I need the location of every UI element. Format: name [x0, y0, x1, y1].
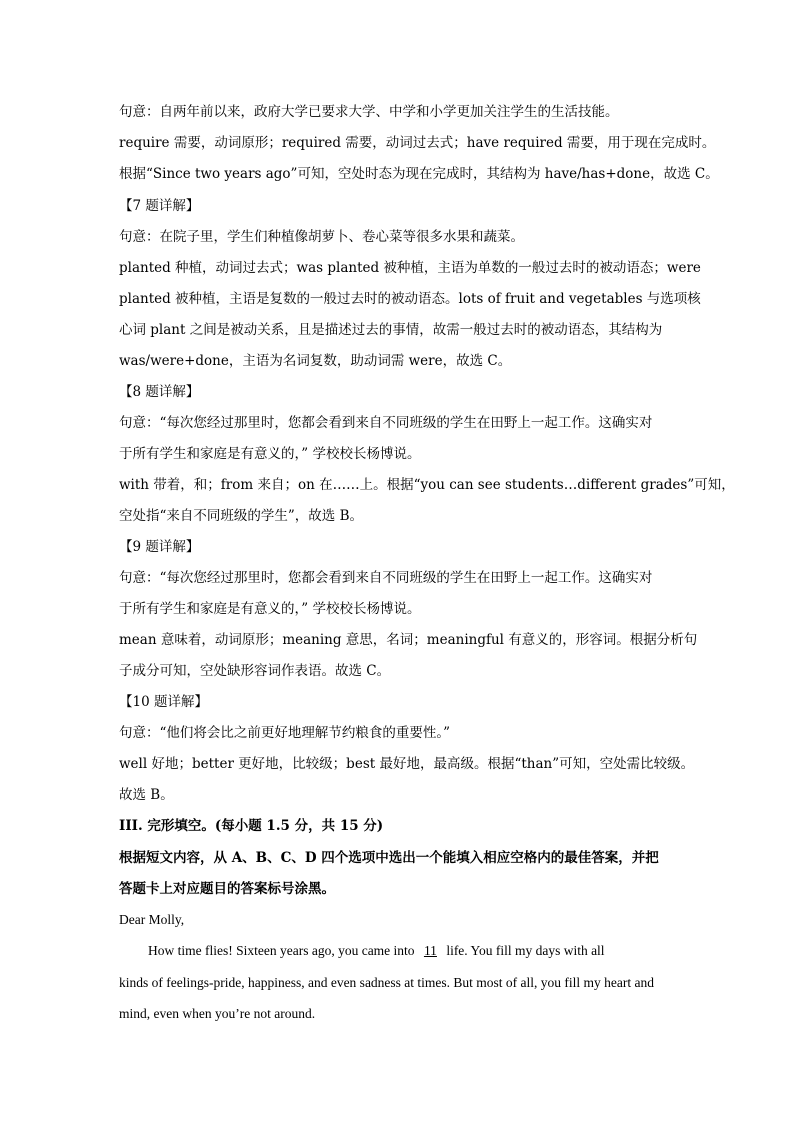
- text-line: 子成分可知，空处缺形容词作表语。故选 C。: [119, 663, 391, 679]
- passage-line: kinds of feelings-pride, happiness, and even sadness at times. But most of all, you fill my heart and: [119, 975, 655, 990]
- text-line: with 带着，和；from 来自；on 在……上。根据“you can see students…different grades”可知，: [119, 477, 735, 493]
- text-line: planted 被种植，主语是复数的一般过去时的被动语态。lots of fruit and vegetables 与选项核: [119, 291, 701, 307]
- text-line: require 需要，动词原形；required 需要，动词过去式；have required 需要，用于现在完成时。: [119, 135, 716, 151]
- passage-text: How time flies! Sixteen years ago, you came into: [148, 943, 418, 958]
- question-heading: 【8 题详解】: [119, 384, 200, 400]
- passage-text: life. You fill my days with all: [442, 943, 605, 958]
- passage-line: mind, even when you’re not around.: [119, 1006, 316, 1021]
- text-line: 空处指“来自不同班级的学生”，故选 B。: [119, 508, 364, 524]
- question-heading: 【7 题详解】: [119, 198, 200, 214]
- text-line: planted 种植，动词过去式；was planted 被种植，主语为单数的一般过去时的被动语态；were: [119, 260, 701, 276]
- text-line: mean 意味着，动词原形；meaning 意思，名词；meaningful 有意义的，形容词。根据分析句: [119, 632, 698, 648]
- salutation: Dear Molly,: [119, 912, 185, 927]
- text-line: 根据“Since two years ago”可知，空处时态为现在完成时，其结构为 have/has+done，故选 C。: [119, 166, 719, 182]
- section-title: III. 完形填空。(每小题 1.5 分，共 15 分): [119, 818, 384, 834]
- passage-line: [148, 941, 605, 961]
- question-heading: 【9 题详解】: [119, 539, 200, 555]
- text-line: 句意：自两年前以来，政府大学已要求大学、中学和小学更加关注学生的生活技能。: [119, 104, 619, 120]
- question-heading: 【10 题详解】: [119, 694, 208, 710]
- instruction-line: 答题卡上对应题目的答案标号涂黑。: [119, 881, 335, 897]
- cloze-blank: 11: [423, 943, 437, 958]
- text-line: 句意：“每次您经过那里时，您都会看到来自不同班级的学生在田野上一起工作。这确实对: [119, 415, 653, 431]
- text-line: 句意：“每次您经过那里时，您都会看到来自不同班级的学生在田野上一起工作。这确实对: [119, 570, 653, 586]
- text-line: well 好地；better 更好地，比较级；best 最好地，最高级。根据“than”可知，空处需比较级。: [119, 756, 695, 772]
- text-line: 心词 plant 之间是被动关系，且是描述过去的事情，故需一般过去时的被动语态，其结构为: [119, 322, 663, 338]
- text-line: was/were+done，主语为名词复数，助动词需 were，故选 C。: [119, 353, 512, 369]
- text-line: 故选 B。: [119, 787, 174, 803]
- text-line: 于所有学生和家庭是有意义的，” 学校校长杨博说。: [119, 601, 421, 617]
- text-line: 句意：在院子里，学生们种植像胡萝卜、卷心菜等很多水果和蔬菜。: [119, 229, 524, 245]
- text-line: 句意：“他们将会比之前更好地理解节约粮食的重要性。”: [119, 725, 451, 741]
- instruction-line: 根据短文内容，从 A、B、C、D 四个选项中选出一个能填入相应空格内的最佳答案，并把: [119, 850, 659, 866]
- text-line: 于所有学生和家庭是有意义的，” 学校校长杨博说。: [119, 446, 421, 462]
